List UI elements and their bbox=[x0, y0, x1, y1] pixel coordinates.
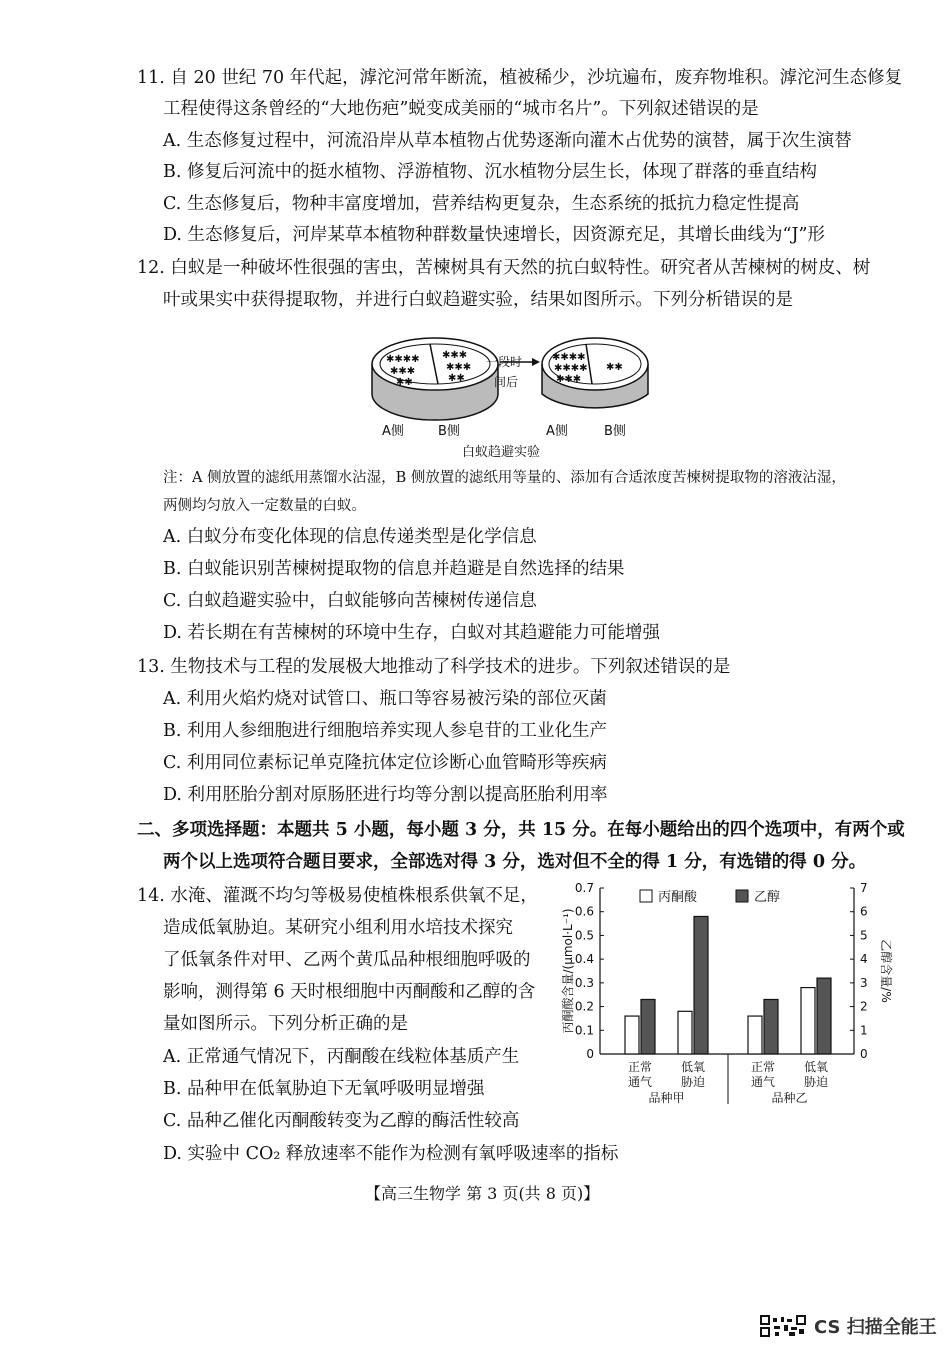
q11-option-b: B. 修复后河流中的挺水植物、浮游植物、沉水植物分层生长，体现了群落的垂直结构 bbox=[163, 162, 817, 182]
svg-text:✱✱: ✱✱ bbox=[448, 373, 465, 384]
section2-heading-line2: 两个以上选项符合题目要求，全部选对得 3 分，选对但不全的得 1 分，有选错的得 0 分。 bbox=[163, 852, 867, 872]
right-tick-label: 4 bbox=[860, 952, 868, 967]
q11-stem-line2: 工程使得这条曾经的“大地伤疤”蜕变成美丽的“城市名片”。下列叙述错误的是 bbox=[163, 99, 759, 119]
legend-label-pyruvate: 丙酮酸 bbox=[658, 890, 698, 905]
page-footer: 【高三生物学 第 3 页(共 8 页)】 bbox=[365, 1184, 600, 1203]
q13-option-d: D. 利用胚胎分割对原肠胚进行均等分割以提高胚胎利用率 bbox=[163, 785, 608, 805]
q12-option-d: D. 若长期在有苦楝树的环境中生存，白蚁对其趋避能力可能增强 bbox=[163, 623, 661, 643]
termite-experiment-figure bbox=[360, 322, 660, 462]
svg-text:✱✱✱: ✱✱✱ bbox=[446, 362, 472, 373]
svg-text:✱✱✱✱: ✱✱✱✱ bbox=[554, 363, 588, 374]
left-tick-label: 0.5 bbox=[574, 928, 594, 943]
q12-note-line1: 注：A 侧放置的滤纸用蒸馏水沾湿，B 侧放置的滤纸用等量的、添加有合适浓度苦楝树提取物的溶液沾湿， bbox=[163, 470, 846, 486]
svg-text:✱✱✱✱: ✱✱✱✱ bbox=[386, 354, 420, 365]
category-label-line2: 胁迫 bbox=[680, 1075, 706, 1089]
left-tick-label: 0.1 bbox=[574, 1023, 594, 1038]
q12-stem-line2: 叶或果实中获得提取物，并进行白蚁趋避实验，结果如图所示。下列分析错误的是 bbox=[163, 290, 793, 310]
group-label: 品种甲 bbox=[648, 1091, 685, 1105]
legend-label-ethanol: 乙醇 bbox=[754, 890, 781, 905]
category-label-line2: 胁迫 bbox=[803, 1075, 829, 1089]
right-tick-label: 3 bbox=[860, 975, 868, 990]
bar-ethanol bbox=[817, 978, 831, 1054]
right-tick-label: 2 bbox=[860, 999, 868, 1014]
category-label-line2: 通气 bbox=[750, 1075, 776, 1089]
svg-text:✱✱✱✱: ✱✱✱✱ bbox=[552, 352, 586, 363]
svg-text:✱✱: ✱✱ bbox=[396, 377, 413, 388]
q13-option-c: C. 利用同位素标记单克隆抗体定位诊断心血管畸形等疾病 bbox=[163, 753, 607, 773]
q14-option-c: C. 品种乙催化丙酮酸转变为乙醇的酶活性较高 bbox=[163, 1111, 520, 1131]
right-tick-label: 5 bbox=[860, 928, 868, 943]
category-label-line1: 低氧 bbox=[803, 1060, 829, 1074]
svg-text:✱✱✱: ✱✱✱ bbox=[390, 366, 416, 377]
q11-option-d: D. 生态修复后，河岸某草本植物种群数量快速增长，因资源充足，其增长曲线为“J”形 bbox=[163, 225, 825, 245]
label-a-right: A侧 bbox=[546, 424, 568, 439]
q14-stem-line2: 造成低氧胁迫。某研究小组利用水培技术探究 bbox=[163, 918, 513, 938]
bar-ethanol bbox=[694, 916, 708, 1054]
group-label: 品种乙 bbox=[771, 1091, 808, 1105]
q14-stem-line3: 了低氧条件对甲、乙两个黄瓜品种根细胞呼吸的 bbox=[163, 950, 531, 970]
qr-code-icon bbox=[760, 1315, 806, 1337]
right-tick-label: 6 bbox=[860, 904, 868, 919]
right-tick-label: 1 bbox=[860, 1023, 868, 1038]
category-label-line1: 低氧 bbox=[680, 1060, 706, 1074]
svg-text:✱✱: ✱✱ bbox=[606, 362, 623, 373]
left-tick-label: 0.6 bbox=[574, 904, 594, 919]
q11-stem-line1: 11. 自 20 世纪 70 年代起，滹沱河常年断流，植被稀少，沙坑遍布，废弃物堆积。滹沱河生态修复 bbox=[137, 68, 903, 88]
left-tick-label: 0.4 bbox=[574, 952, 594, 967]
q14-option-a: A. 正常通气情况下，丙酮酸在线粒体基质产生 bbox=[163, 1047, 520, 1067]
label-b-left: B侧 bbox=[438, 424, 460, 439]
right-tick-label: 0 bbox=[860, 1047, 868, 1061]
right-tick-label: 7 bbox=[860, 881, 868, 895]
q14-stem-line5: 量如图所示。下列分析正确的是 bbox=[163, 1014, 408, 1034]
figure-caption: 白蚁趋避实验 bbox=[462, 445, 541, 460]
bar-pyruvate bbox=[625, 1016, 639, 1054]
legend-swatch-ethanol bbox=[736, 890, 748, 902]
svg-text:✱✱✱: ✱✱✱ bbox=[556, 374, 582, 385]
label-b-right: B侧 bbox=[604, 424, 626, 439]
bar-ethanol bbox=[641, 999, 655, 1054]
section2-heading-line1: 二、多项选择题：本题共 5 小题，每小题 3 分，共 15 分。在每小题给出的四个选项中，有两个或 bbox=[137, 820, 905, 840]
arrow-label-1: 一段时 bbox=[486, 355, 523, 369]
bar-ethanol bbox=[764, 999, 778, 1054]
q13-option-a: A. 利用火焰灼烧对试管口、瓶口等容易被污染的部位灭菌 bbox=[163, 689, 607, 709]
dish-after bbox=[542, 338, 648, 408]
q13-option-b: B. 利用人参细胞进行细胞培养实现人参皂苷的工业化生产 bbox=[163, 721, 607, 741]
left-tick-label: 0.3 bbox=[574, 975, 594, 990]
q14-bar-chart bbox=[548, 876, 893, 1116]
left-axis-title: 丙酮酸含量/(μmol·L⁻¹) bbox=[561, 908, 575, 1034]
q11-option-c: C. 生态修复后，物种丰富度增加，营养结构更复杂，生态系统的抵抗力稳定性提高 bbox=[163, 194, 800, 214]
q14-option-b: B. 品种甲在低氧胁迫下无氧呼吸明显增强 bbox=[163, 1079, 485, 1099]
q14-stem-line4: 影响，测得第 6 天时根细胞中丙酮酸和乙醇的含 bbox=[163, 982, 536, 1002]
arrow-label-2: 间后 bbox=[494, 375, 519, 389]
left-tick-label: 0.2 bbox=[574, 999, 594, 1014]
left-tick-label: 0 bbox=[586, 1047, 594, 1061]
category-label-line2: 通气 bbox=[627, 1075, 653, 1089]
left-tick-label: 0.7 bbox=[574, 881, 594, 895]
dish-before bbox=[372, 338, 498, 420]
label-a-left: A侧 bbox=[382, 424, 404, 439]
q12-note-line2: 两侧均匀放入一定数量的白蚁。 bbox=[163, 498, 366, 514]
category-label-line1: 正常 bbox=[750, 1060, 776, 1074]
q14-stem-line1: 14. 水淹、灌溉不均匀等极易使植株根系供氧不足， bbox=[137, 886, 538, 906]
category-label-line1: 正常 bbox=[627, 1060, 653, 1074]
bar-pyruvate bbox=[678, 1011, 692, 1054]
q12-option-c: C. 白蚁趋避实验中，白蚁能够向苦楝树传递信息 bbox=[163, 591, 537, 611]
q12-option-b: B. 白蚁能识别苦楝树提取物的信息并趋避是自然选择的结果 bbox=[163, 559, 625, 579]
q14-option-d: D. 实验中 CO₂ 释放速率不能作为检测有氧呼吸速率的指标 bbox=[163, 1144, 619, 1164]
q11-option-a: A. 生态修复过程中，河流沿岸从草本植物占优势逐渐向灌木占优势的演替，属于次生演替 bbox=[163, 131, 852, 151]
right-axis-title: 乙醇含量/% bbox=[879, 939, 893, 1003]
scanner-watermark bbox=[760, 1313, 937, 1339]
q13-stem: 13. 生物技术与工程的发展极大地推动了科学技术的进步。下列叙述错误的是 bbox=[137, 657, 731, 677]
watermark-text: CS 扫描全能王 bbox=[814, 1317, 937, 1338]
bar-pyruvate bbox=[801, 988, 815, 1054]
bar-pyruvate bbox=[748, 1016, 762, 1054]
q12-option-a: A. 白蚁分布变化体现的信息传递类型是化学信息 bbox=[163, 527, 537, 547]
svg-text:✱✱✱: ✱✱✱ bbox=[442, 350, 468, 361]
q12-stem-line1: 12. 白蚁是一种破坏性很强的害虫，苦楝树具有天然的抗白蚁特性。研究者从苦楝树的树皮、树 bbox=[137, 258, 871, 278]
legend-swatch-pyruvate bbox=[640, 890, 652, 902]
